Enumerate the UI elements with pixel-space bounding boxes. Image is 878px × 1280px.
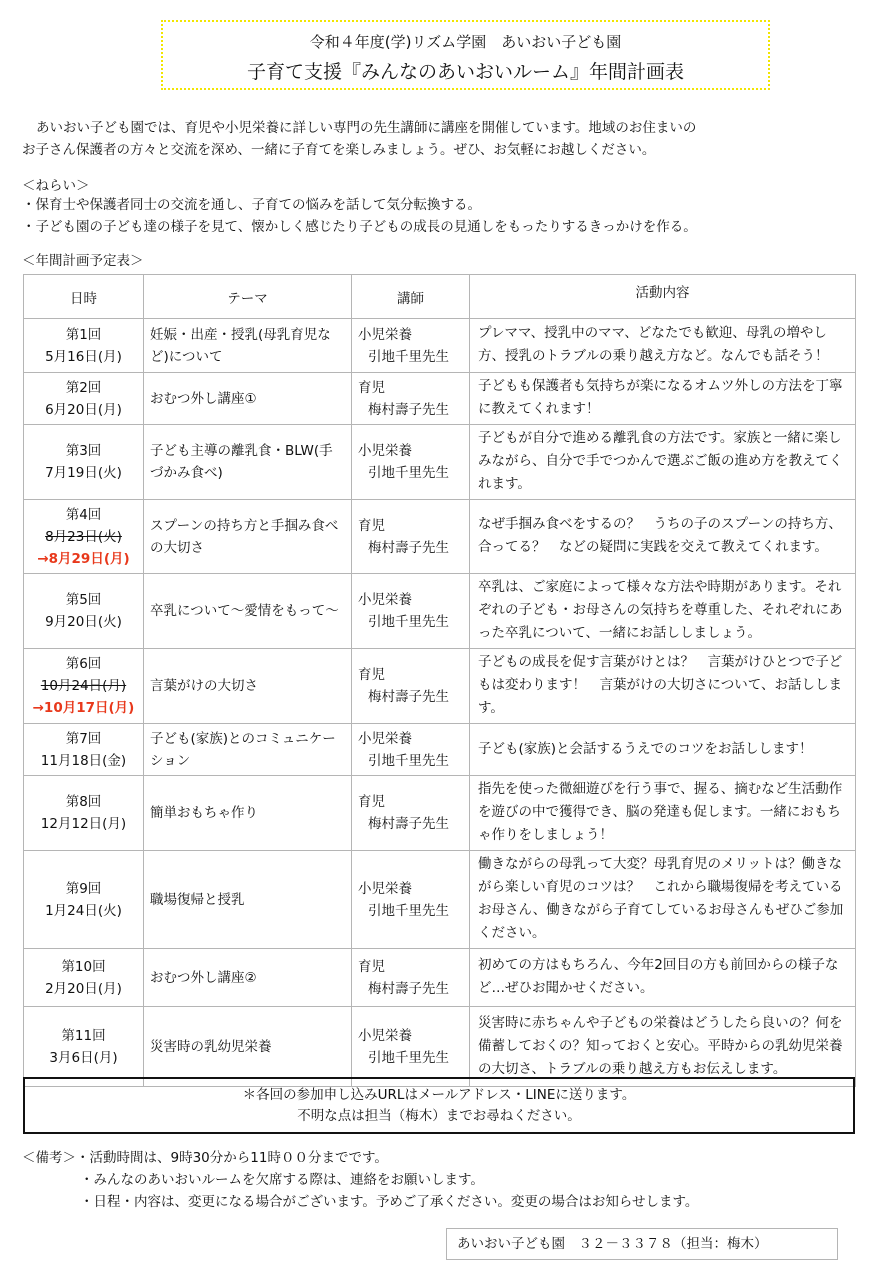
- session-date: 11月18日(金): [40, 752, 127, 769]
- cell-date: [24, 949, 144, 1007]
- title-box: [161, 20, 770, 90]
- intro-line-2: お子さん保護者の方々と交流を深め、一緒に子育てを楽しみましょう。ぜひ、お気軽にお越しください。: [22, 142, 656, 158]
- session-number: 第4回: [65, 506, 102, 523]
- cell-date: [24, 1007, 144, 1087]
- session-date: 1月24日(火): [45, 902, 122, 919]
- session-number: 第9回: [65, 880, 102, 897]
- teacher-field: 育児: [358, 667, 385, 683]
- table-row: [24, 574, 856, 649]
- remark-item: ・みんなのあいおいルームを欠席する際は、連絡をお願いします。: [80, 1172, 484, 1188]
- old-date: 8月23日(火): [45, 528, 122, 545]
- remark-item: ・活動時間は、9時30分から11時００分までです。: [76, 1150, 388, 1166]
- cell-teacher: [352, 649, 470, 724]
- col-header-activity: 活動内容: [470, 275, 856, 319]
- teacher-name: 梅村壽子先生: [368, 401, 449, 418]
- notice-line-2: 不明な点は担当（梅木）までお尋ねください。: [297, 1108, 581, 1124]
- aim-item: ・子ども園の子ども達の様子を見て、懐かしく感じたり子どもの成長の見通しをもったりするきっかけを作る。: [22, 219, 697, 235]
- teacher-name: 梅村壽子先生: [368, 980, 449, 997]
- cell-theme: 言葉がけの大切さ: [144, 649, 352, 724]
- cell-activity: なぜ手掴み食べをするの？ うちの子のスプーンの持ち方、合ってる？ などの疑問に実践を交えて教えてくれます。: [470, 500, 856, 574]
- aim-item: ・保育士や保護者同士の交流を通し、子育ての悩みを話して気分転換する。: [22, 197, 481, 213]
- teacher-field: 小児栄養: [358, 880, 412, 897]
- cell-activity: 災害時に赤ちゃんや子どもの栄養はどうしたら良いの？何を備蓄しておくの？知っておくと安心。平時からの乳幼児栄養の大切さ、トラブルの乗り越え方もお伝えします。: [470, 1007, 856, 1087]
- cell-date: [24, 649, 144, 724]
- notice-box: [23, 1077, 855, 1134]
- remarks-first-line: [22, 1147, 698, 1169]
- cell-teacher: [352, 724, 470, 776]
- teacher-field: 育児: [358, 958, 385, 975]
- aims-list: [22, 194, 697, 238]
- cell-activity: 子どもが自分で進める離乳食の方法です。家族と一緒に楽しみながら、自分で手でつかんで選ぶご飯の進め方を教えてくれます。: [470, 425, 856, 500]
- teacher-name: 引地千里先生: [368, 752, 449, 769]
- cell-date: [24, 373, 144, 425]
- table-row: [24, 1007, 856, 1087]
- cell-activity: 子どもも保護者も気持ちが楽になるオムツ外しの方法を丁寧に教えてくれます！: [470, 373, 856, 425]
- session-date: 6月20日(月): [45, 401, 122, 418]
- col-header-theme: テーマ: [144, 275, 352, 319]
- contact-box: あいおい子ども園 ３２－３３７８（担当：梅木）: [446, 1228, 838, 1260]
- table-header-row: [24, 275, 856, 319]
- session-number: 第3回: [65, 443, 102, 459]
- session-number: 第5回: [65, 592, 102, 608]
- page-title: 子育て支援『みんなのあいおいルーム』年間計画表: [246, 61, 684, 83]
- new-date: →10月17日(月): [32, 700, 135, 716]
- remarks-heading: ＜備考＞: [22, 1150, 76, 1166]
- cell-activity: 初めての方はもちろん、今年2回目の方も前回からの様子など…ぜひお聞かせください。: [470, 949, 856, 1007]
- cell-teacher: [352, 776, 470, 851]
- cell-activity: 指先を使った微細遊びを行う事で、握る、摘むなど生活動作を遊びの中で獲得でき、脳の発達も促します。一緒におもちゃ作りをしましょう！: [470, 776, 856, 851]
- session-number: 第1回: [65, 326, 102, 343]
- cell-theme: 妊娠・出産・授乳(母乳育児など)について: [144, 319, 352, 373]
- cell-activity: プレママ、授乳中のママ、どなたでも歓迎、母乳の増やし方、授乳のトラブルの乗り越え方など。なんでも話そう！: [470, 319, 856, 373]
- session-number: 第11回: [61, 1027, 106, 1044]
- table-row: [24, 425, 856, 500]
- table-row: [24, 373, 856, 425]
- teacher-name: 引地千里先生: [368, 465, 449, 481]
- cell-theme: おむつ外し講座①: [144, 373, 352, 425]
- session-date: 9月20日(火): [45, 614, 122, 630]
- cell-theme: 簡単おもちゃ作り: [144, 776, 352, 851]
- cell-activity: 子どもの成長を促す言葉がけとは？ 言葉がけひとつで子どもは変わります！ 言葉がけの大切さについて、お話しします。: [470, 649, 856, 724]
- session-date: 2月20日(月): [45, 980, 122, 997]
- old-date: 10月24日(月): [40, 678, 127, 694]
- cell-date: [24, 319, 144, 373]
- remarks: [22, 1147, 698, 1213]
- table-row: [24, 851, 856, 949]
- session-number: 第8回: [65, 794, 102, 810]
- cell-theme: おむつ外し講座②: [144, 949, 352, 1007]
- title-school: 令和４年度(学)リズム学園 あいおい子ども園: [309, 33, 622, 51]
- teacher-name: 梅村壽子先生: [368, 816, 449, 832]
- session-date: 5月16日(月): [45, 348, 122, 365]
- teacher-field: 育児: [358, 517, 385, 534]
- teacher-name: 梅村壽子先生: [368, 539, 449, 556]
- cell-teacher: [352, 949, 470, 1007]
- teacher-name: 引地千里先生: [368, 902, 449, 919]
- table-row: [24, 776, 856, 851]
- plan-heading: ＜年間計画予定表＞: [22, 253, 144, 269]
- teacher-field: 小児栄養: [358, 443, 412, 459]
- session-number: 第2回: [65, 379, 102, 396]
- intro-line-1: あいおい子ども園では、育児や小児栄養に詳しい専門の先生講師に講座を開催しています。地域のお住まいの: [36, 120, 697, 136]
- teacher-name: 引地千里先生: [368, 1049, 449, 1066]
- cell-teacher: [352, 1007, 470, 1087]
- cell-theme: 卒乳について～愛情をもって～: [144, 574, 352, 649]
- teacher-name: 引地千里先生: [368, 348, 449, 365]
- new-date: →8月29日(月): [37, 550, 130, 567]
- session-date: 7月19日(火): [45, 465, 122, 481]
- cell-date: [24, 851, 144, 949]
- teacher-name: 引地千里先生: [368, 614, 449, 630]
- notice-line-1: ＊各回の参加申し込みURLはメールアドレス・LINEに送ります。: [242, 1087, 636, 1103]
- session-date: 3月6日(月): [49, 1049, 118, 1066]
- teacher-field: 小児栄養: [358, 326, 412, 343]
- cell-teacher: [352, 425, 470, 500]
- cell-date: [24, 425, 144, 500]
- teacher-field: 小児栄養: [358, 1027, 412, 1044]
- cell-date: [24, 500, 144, 574]
- teacher-field: 育児: [358, 794, 385, 810]
- session-date: 12月12日(月): [40, 816, 127, 832]
- cell-theme: 災害時の乳幼児栄養: [144, 1007, 352, 1087]
- cell-date: [24, 776, 144, 851]
- teacher-field: 小児栄養: [358, 592, 412, 608]
- cell-teacher: [352, 574, 470, 649]
- cell-theme: 職場復帰と授乳: [144, 851, 352, 949]
- cell-theme: 子ども(家族)とのコミュニケーション: [144, 724, 352, 776]
- teacher-field: 小児栄養: [358, 730, 412, 747]
- cell-teacher: [352, 500, 470, 574]
- cell-teacher: [352, 373, 470, 425]
- session-number: 第10回: [61, 958, 106, 975]
- aims-heading: ＜ねらい＞: [22, 178, 90, 194]
- table-row: [24, 319, 856, 373]
- plan-table: [23, 274, 856, 1087]
- cell-activity: 卒乳は、ご家庭によって様々な方法や時期があります。それぞれの子ども・お母さんの気持ちを尊重した、それぞれにあった卒乳について、一緒にお話ししましょう。: [470, 574, 856, 649]
- teacher-name: 梅村壽子先生: [368, 689, 449, 705]
- table-row: [24, 949, 856, 1007]
- cell-date: [24, 574, 144, 649]
- session-number: 第7回: [65, 730, 102, 747]
- table-row: [24, 500, 856, 574]
- cell-teacher: [352, 851, 470, 949]
- cell-theme: スプーンの持ち方と手掴み食べの大切さ: [144, 500, 352, 574]
- session-number: 第6回: [65, 656, 102, 672]
- cell-date: [24, 724, 144, 776]
- cell-theme: 子ども主導の離乳食・BLW(手づかみ食べ): [144, 425, 352, 500]
- cell-teacher: [352, 319, 470, 373]
- teacher-field: 育児: [358, 379, 385, 396]
- cell-activity: 働きながらの母乳って大変？母乳育児のメリットは？働きながら楽しい育児のコツは？ これから職場復帰を考えているお母さん、働きながら子育てしているお母さんもぜひご参加ください。: [470, 851, 856, 949]
- intro-text: [22, 117, 862, 161]
- col-header-teacher: 講師: [352, 275, 470, 319]
- cell-activity: 子ども(家族)と会話するうえでのコツをお話しします！: [470, 724, 856, 776]
- col-header-date: 日時: [24, 275, 144, 319]
- table-row: [24, 724, 856, 776]
- remark-item: ・日程・内容は、変更になる場合がございます。予めご了承ください。変更の場合はお知らせします。: [80, 1194, 699, 1210]
- table-row: [24, 649, 856, 724]
